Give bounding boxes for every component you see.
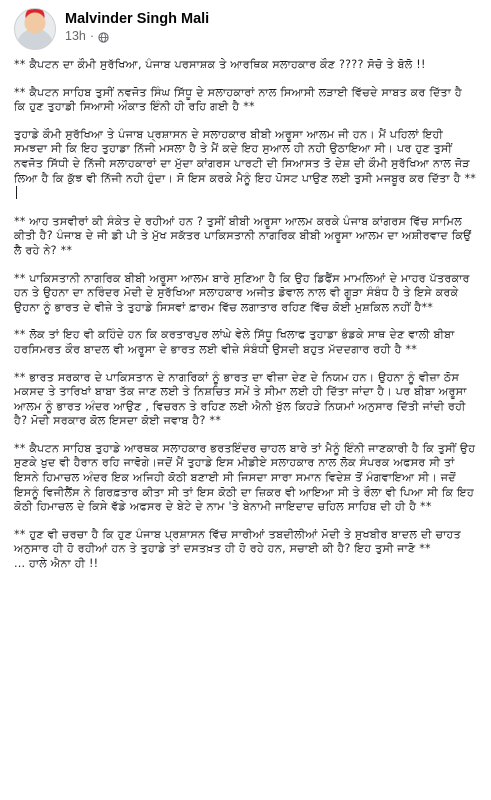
- post-paragraph-7: ** ਭਾਰਤ ਸਰਕਾਰ ਦੇ ਪਾਕਿਸਤਾਨ ਦੇ ਨਾਗਰਿਕਾਂ ਨੂੰ ਭਾਰਤ ਦਾ ਵੀਜ਼ਾ ਦੇਣ ਦੇ ਨਿਯਮ ਹਨ। ਉਹਨਾ ਨੂੰ ਵੀਜ਼ਾ ਠੋਸ ਮਕਸਦ ਤੇ ਤਾਰਿਖਾਂ ਬਾਬਾ ਤੱਕ ਜਾਣ ਲਈ ਤੇ ਨਿਸ਼ਚਿਤ ਸਮੇਂ ਤੇ ਸੀਮਾ ਲਈ ਹੀ ਦਿੱਤਾ ਜਾਂਦਾ ਹੈ। ਪਰ ਬੀਬਾ ਅਰੂਸਾ ਆਲਮ ਨੂੰ ਭਾਰਤ ਅੰਦਰ ਆਉਣ , ਵਿਚਰਨ ਤੇ ਰਹਿਣ ਲਈ ਐਨੀ ਖੁੱਲ ਕਿਹੜੇ ਨਿਯਮਾਂ ਅਨੁਸਾਰ ਦਿੱਤੀ ਜਾਂਦੀ ਰਹੀ ਹੈ? ਮੋਦੀ ਸਰਕਾਰ ਕੋਲ ਇਸਦਾ ਕੋਈ ਜਵਾਬ ਹੈ? **: [14, 370, 467, 428]
- text-cursor: [16, 186, 17, 199]
- post-time[interactable]: 13h: [65, 29, 86, 43]
- separator-dot: ·: [89, 29, 95, 43]
- globe-icon: [98, 31, 109, 42]
- post-paragraph-4: ** ਆਹ ਤਸਵੀਰਾਂ ਕੀ ਸੰਕੇਤ ਦੇ ਰਹੀਆਂ ਹਨ ? ਤੁਸੀਂ ਬੀਬੀ ਅਰੂਸਾ ਆਲਮ ਕਰਕੇ ਪੰਜਾਬ ਕਾਂਗਰਸ ਵਿੱਚ ਸਾਮਿਲ ਕੀਤੀ ਹੈ? ਪੰਜਾਬ ਦੇ ਜੀ ਡੀ ਪੀ ਤੇ ਮੁੱਖ ਸਕੱਤਰ ਪਾਕਿਸਤਾਨੀ ਨਾਗਰਿਕ ਬੀਬੀ ਅਰੂਸਾ ਆਲਮ ਦਾ ਅਸ਼ੀਰਵਾਦ ਕਿਉਂ ਲੈ ਰਹੇ ਨੇ? **: [14, 214, 472, 257]
- post-paragraph-5: ** ਪਾਕਿਸਤਾਨੀ ਨਾਗਰਿਕ ਬੀਬੀ ਅਰੂਸਾ ਆਲਮ ਬਾਰੇ ਸੁਣਿਆ ਹੈ ਕਿ ਉਹ ਡਿਫੈਂਸ ਮਾਮਲਿਆਂ ਦੇ ਮਾਹਰ ਪੱਤਰਕਾਰ ਹਨ ਤੇ ਉਹਨਾ ਦਾ ਨਰਿੰਦਰ ਮੋਦੀ ਦੇ ਸੁਰੱਖਿਆ ਸਲਾਹਕਾਰ ਅਜੀਤ ਡੋਵਾਲ ਨਾਲ ਵੀ ਗੂੜਾ ਸੰਬੰਧ ਹੈ ਤੇ ਇਸੇ ਕਰਕੇ ਉਹਨਾ ਨੂੰ ਭਾਰਤ ਦੇ ਵੀਜ਼ੇ ਤੇ ਤੁਹਾਡੇ ਸਿਸਵਾਂ ਫ਼ਾਰਮ ਵਿੱਚ ਲਗਾਤਾਰ ਰਹਿਣ ਵਿੱਚ ਕੋਈ ਮੁਸ਼ਕਿਲ ਨਹੀਂ ਹੈ**: [14, 271, 470, 314]
- post-paragraph-3: [14, 128, 477, 202]
- post-paragraph-2: ** ਕੈਪਟਨ ਸਾਹਿਬ ਤੁਸੀਂ ਨਵਜੋਤ ਸਿੰਘ ਸਿੱਧੂ ਦੇ ਸਲਾਹਕਾਰਾਂ ਨਾਲ ਸਿਆਸੀ ਲੜਾਈ ਵਿੱਚਦੇ ਸਾਬਤ ਕਰ ਦਿੱਤਾ ਹੈ ਕਿ ਹੁਣ ਤੁਹਾਡੀ ਸਿਆਸੀ ਔਕਾਤ ਇੰਨੀ ਹੀ ਰਹਿ ਗਈ ਹੈ **: [14, 85, 462, 114]
- author-avatar[interactable]: [14, 8, 56, 50]
- post-header: [14, 8, 477, 52]
- post-meta: [65, 10, 209, 44]
- post-paragraph-8: ** ਕੈਪਟਨ ਸਾਹਿਬ ਤੁਹਾਡੇ ਆਰਥਕ ਸਲਾਹਕਾਰ ਭਰਤਇੰਦਰ ਚਾਹਲ ਬਾਰੇ ਤਾਂ ਮੈਨੂੰ ਇੰਨੀ ਜਾਣਕਾਰੀ ਹੈ ਕਿ ਤੁਸੀਂ ਉਹ ਸੁਣਕੇ ਖੁਦ ਵੀ ਹੈਰਾਨ ਰਹਿ ਜਾਵੋਗੇ।ਜਦੋਂ ਮੈਂ ਤੁਹਾਡੇ ਇਸ ਮੀਡੀਏ ਸਲਾਹਕਾਰ ਨਾਲ ਲੋਕ ਸੰਪਰਕ ਅਫਸਰ ਸੀ ਤਾਂ ਇਸਨੇ ਹਿਮਾਚਲ ਅੰਦਰ ਇਕ ਅਜਿਹੀ ਕੋਠੀ ਬਣਾਈ ਸੀ ਜਿਸਦਾ ਸਾਰਾ ਸਮਾਨ ਵਿਦੇਸ਼ ਤੋਂ ਮੰਗਵਾਇਆ ਸੀ। ਜਦੋਂ ਇਸਨੂੰ ਵਿਜੀਲੈਂਸ ਨੇ ਗਿਰਫ਼ਤਾਰ ਕੀਤਾ ਸੀ ਤਾਂ ਇਸ ਕੋਠੀ ਦਾ ਜ਼ਿਕਰ ਵੀ ਆਇਆ ਸੀ ਤੇ ਰੌਲਾ ਵੀ ਪਿਆ ਸੀ ਕਿ ਇਹ ਕੋਠੀ ਹਿਮਾਚਲ ਦੇ ਕਿਸੇ ਵੱਡੇ ਅਫਸਰ ਦੇ ਬੇਟੇ ਦੇ ਨਾਮ 'ਤੇ ਬੇਨਾਮੀ ਜਾਇਦਾਦ ਚਹਿਲ ਸਾਹਿਬ ਦੀ ਹੀ ਹੈ **: [14, 441, 476, 514]
- post-paragraph-3-text: ਤੁਹਾਡੇ ਕੌਮੀ ਸੁਰੱਖਿਆ ਤੇ ਪੰਜਾਬ ਪ੍ਰਸ਼ਾਸਨ ਦੇ ਸਲਾਹਕਾਰ ਬੀਬੀ ਅਰੂਸਾ ਆਲਮ ਜੀ ਹਨ। ਮੈਂ ਪਹਿਲਾਂ ਇਹੀ ਸਮਝਦਾ ਸੀ ਕਿ ਇਹ ਤੁਹਾਡਾ ਨਿੱਜੀ ਮਸਲਾ ਹੈ ਤੇ ਮੈਂ ਕਦੇ ਇਹ ਸੁਆਲ ਹੀ ਨਹੀ ਉਠਾਇਆ ਸੀ। ਪਰ ਹੁਣ ਤੁਸੀਂ ਨਵਜੋਤ ਸਿੱਧੀ ਦੇ ਨਿੱਜੀ ਸਲਾਹਕਾਰਾਂ ਦਾ ਮੁੱਦਾ ਕਾਂਗਰਸ ਪਾਰਟੀ ਦੀ ਸਿਆਸਤ ਤੋ ਦੇਸ਼ ਦੀ ਕੌਮੀ ਸੁਰੱਖਿਆ ਨਾਲ ਜੋੜ ਲਿਆ ਹੈ ਕਿ ਕੁੱਝ ਵੀ ਨਿੱਜੀ ਨਹੀ ਹੁੰਦਾ। ਸੋ ਇਸ ਕਰਕੇ ਮੈਨੂੰ ਇਹ ਪੋਸਟ ਪਾਉਣ ਲਈ ਤੁਸੀ ਮਜਬੂਰ ਕਰ ਦਿੱਤਾ ਹੈ **: [14, 127, 477, 185]
- post-body: [14, 58, 477, 572]
- author-name[interactable]: Malvinder Singh Mali: [65, 11, 210, 27]
- post-subline: [65, 28, 209, 44]
- post-paragraph-9: ** ਹੁਣ ਵੀ ਚਰਚਾ ਹੈ ਕਿ ਹੁਣ ਪੰਜਾਬ ਪ੍ਰਸ਼ਾਸਨ ਵਿੱਚ ਸਾਰੀਆਂ ਤਬਦੀਲੀਆਂ ਮੋਦੀ ਤੇ ਸੁਖਬੀਰ ਬਾਦਲ ਦੀ ਚਾਹਤ ਅਨੁਸਾਰ ਹੀ ਹੋ ਰਹੀਆਂ ਹਨ ਤੇ ਤੁਹਾਡੇ ਤਾਂ ਦਸਤਖ਼ਤ ਹੀ ਹੋ ਰਹੇ ਹਨ, ਸਚਾਈ ਕੀ ਹੈ? ਇਹ ਤੁਸੀ ਜਾਣੋ ** ... ਹਾਲੇ ਐਨਾ ਹੀ !!: [14, 527, 461, 571]
- post-paragraph-6: ** ਲੋਕ ਤਾਂ ਇਹ ਵੀ ਕਹਿੰਦੇ ਹਨ ਕਿ ਕਰਤਾਰਪੁਰ ਲਾਂਘੇ ਵੇਲੇ ਸਿੱਧੂ ਖਿਲਾਫ ਤੁਹਾਡਾ ਭੰਡਕੇ ਸਾਥ ਦੇਣ ਵਾਲੀ ਬੀਬਾ ਹਰਸਿਮਰਤ ਕੌਰ ਬਾਦਲ ਵੀ ਅਰੂਸਾ ਦੇ ਭਾਰਤ ਲਈ ਵੀਜ਼ੇ ਸੰਬੰਧੀ ਉਸਦੀ ਬਹੁਤ ਮੱਦਦਗਾਰ ਰਹੀ ਹੈ **: [14, 328, 455, 356]
- post-paragraph-1: ** ਕੈਪਟਨ ਦਾ ਕੌਮੀ ਸੁਰੱਖਿਆ, ਪੰਜਾਬ ਪਰਸਾਸ਼ਕ ਤੇ ਆਰਥਿਕ ਸਲਾਹਕਾਰ ਕੌਣ ???? ਸੋਚੋ ਤੇ ਬੋਲੋ !!: [14, 58, 426, 71]
